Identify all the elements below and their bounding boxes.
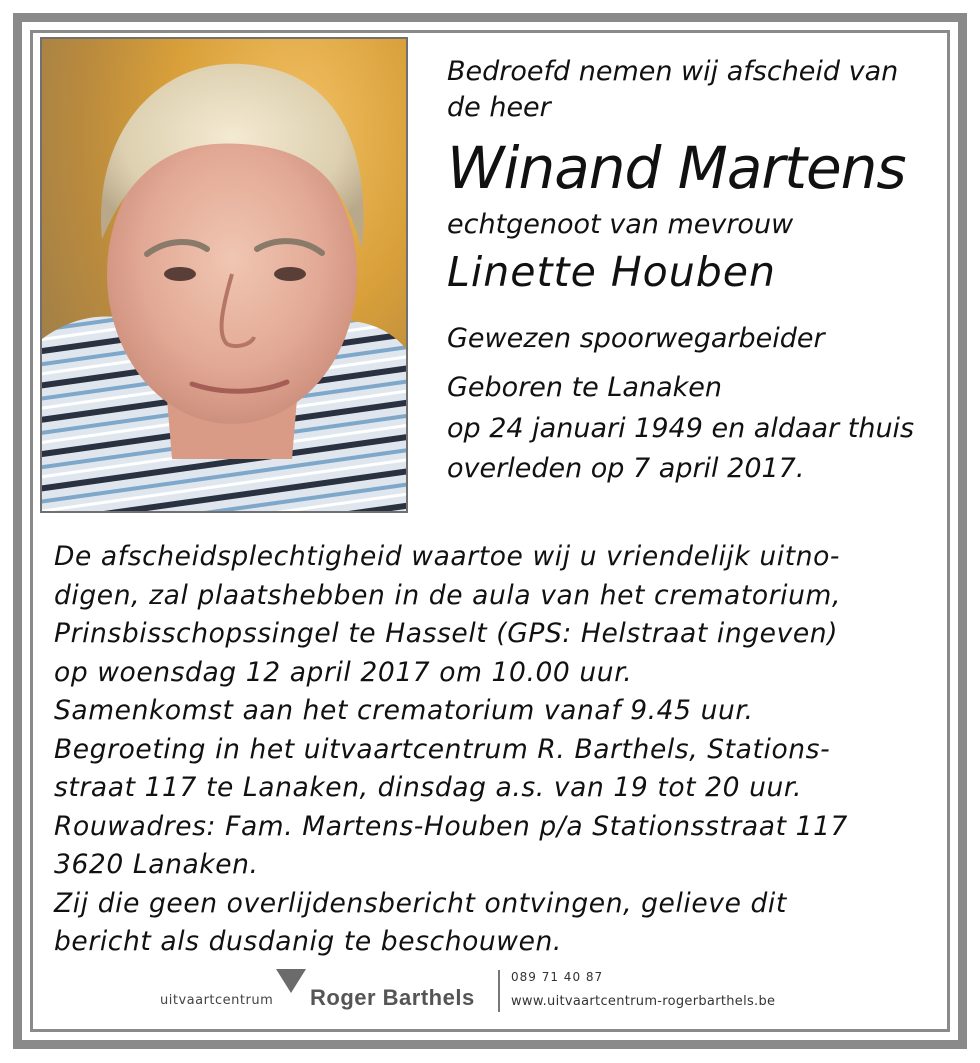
body-line: Zij die geen overlijdensbericht ontvingen, gelieve dit: [54, 887, 787, 919]
body-line: op woensdag 12 april 2017 om 10.00 uur.: [54, 656, 633, 688]
footer-phone: 089 71 40 87: [511, 970, 604, 984]
body-line: Rouwadres: Fam. Martens-Houben p/a Stationsstraat 117: [54, 810, 848, 842]
portrait-photo: [40, 37, 408, 513]
footer-divider: [498, 970, 500, 1012]
spouse-label: echtgenoot van mevrouw: [447, 209, 794, 240]
spouse-name: Linette Houben: [447, 248, 776, 296]
body-line: bericht als dusdanig te beschouwen.: [54, 926, 562, 957]
birth-line-1: Geboren te Lanaken: [447, 372, 722, 403]
occupation: Gewezen spoorwegarbeider: [447, 323, 825, 354]
ceremony-details: [54, 538, 934, 962]
footer-website: www.uitvaartcentrum-rogerbarthels.be: [511, 994, 776, 1009]
body-line: 3620 Lanaken.: [54, 849, 259, 880]
body-line: digen, zal plaatshebben in de aula van het crematorium,: [54, 579, 841, 611]
deceased-name: Winand Martens: [447, 134, 906, 202]
birth-line-2: op 24 januari 1949 en aldaar thuis: [447, 413, 915, 444]
body-line: Prinsbisschopssingel te Hasselt (GPS: Helstraat ingeven): [54, 618, 839, 649]
footer-brand: Roger Barthels: [310, 985, 475, 1010]
body-line: De afscheidsplechtigheid waartoe wij u vriendelijk uitno-: [54, 541, 841, 572]
intro-line-1: Bedroefd nemen wij afscheid van: [447, 56, 899, 87]
body-line: Samenkomst aan het crematorium vanaf 9.45 uur.: [54, 695, 754, 726]
body-line: Begroeting in het uitvaartcentrum R. Barthels, Stations-: [54, 733, 831, 765]
intro-line-2: de heer: [447, 92, 551, 123]
birth-line-3: overleden op 7 april 2017.: [447, 453, 805, 484]
triangle-logo-icon: [276, 969, 306, 993]
body-line: straat 117 te Lanaken, dinsdag a.s. van 19 tot 20 uur.: [54, 772, 802, 803]
funeral-home-footer: [0, 965, 980, 1025]
footer-label: uitvaartcentrum: [160, 993, 274, 1008]
